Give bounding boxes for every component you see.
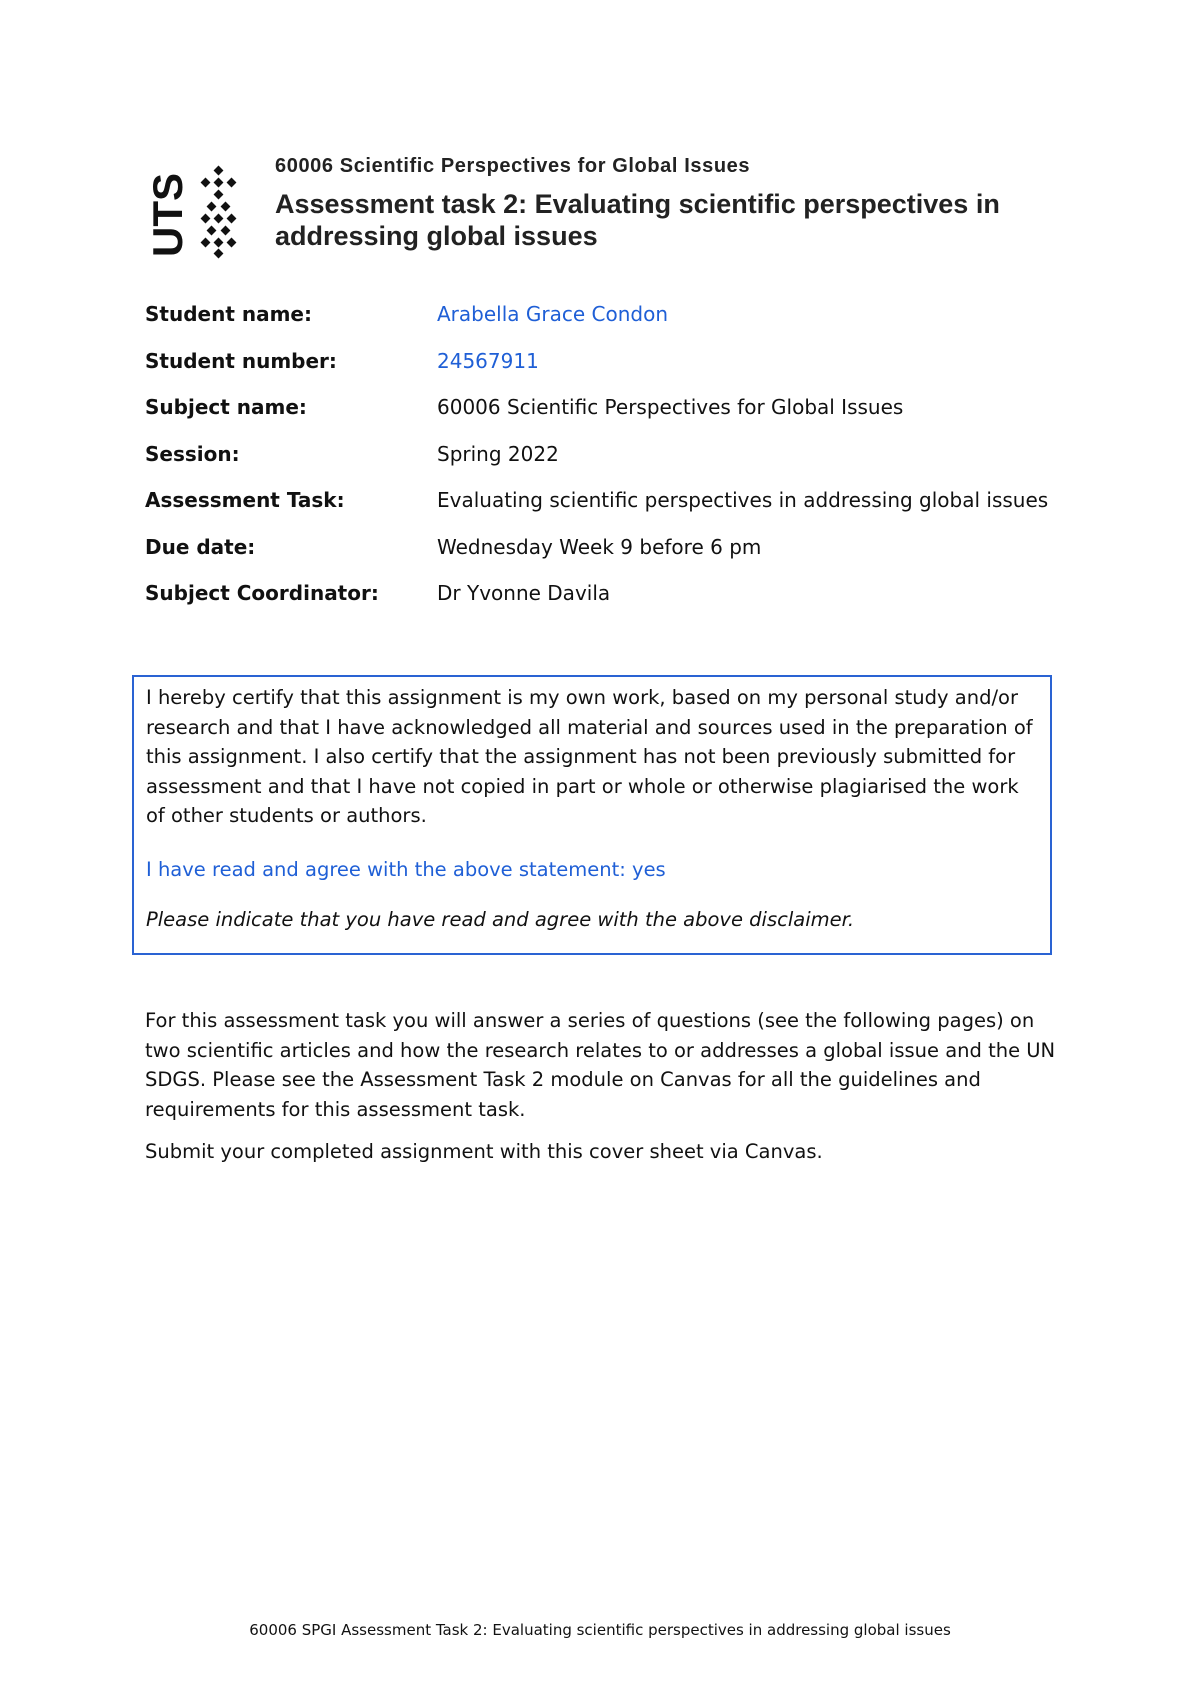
course-code-heading: 60006 Scientific Perspectives for Global Issues xyxy=(275,155,751,177)
detail-label: Subject name: xyxy=(145,395,307,419)
assessment-title: Assessment task 2: Evaluating scientific perspectives in addressing global issues xyxy=(275,189,1000,251)
detail-value-assessment-task: Evaluating scientific perspectives in addressing global issues xyxy=(437,488,1049,512)
uts-logo-text: UTS xyxy=(144,173,191,257)
task-description: For this assessment task you will answer a series of questions (see the following pages) on two scientific articles and how the research relates to or addresses a global issue and the UN SDGS. Please see the Assessment Task 2 module on Canvas for all the guidelines and requirements for this assessment task. xyxy=(145,1009,1056,1121)
detail-value-student-number: 24567911 xyxy=(437,348,539,373)
detail-row-assessment-task xyxy=(145,488,1085,535)
detail-row-subject-coordinator xyxy=(145,581,1085,628)
detail-value-student-name: Arabella Grace Condon xyxy=(437,302,669,326)
detail-label: Assessment Task: xyxy=(145,488,345,512)
detail-row-due-date xyxy=(145,535,1085,582)
detail-row-session xyxy=(145,442,1085,489)
detail-value-due-date: Wednesday Week 9 before 6 pm xyxy=(437,534,762,559)
detail-row-student-name xyxy=(145,302,1085,349)
detail-label: Student name: xyxy=(145,302,312,326)
agreement-instruction: Please indicate that you have read and agree with the above disclaimer. xyxy=(146,907,855,931)
agreement-statement: I have read and agree with the above statement: yes xyxy=(146,857,666,881)
uts-logo xyxy=(144,165,246,259)
detail-value-subject-coordinator: Dr Yvonne Davila xyxy=(437,581,611,605)
page-footer: 60006 SPGI Assessment Task 2: Evaluating scientific perspectives in addressing global issues xyxy=(249,1621,951,1639)
detail-label: Session: xyxy=(145,441,240,466)
detail-label: Due date: xyxy=(145,534,256,559)
detail-value-subject-name: 60006 Scientific Perspectives for Global Issues xyxy=(437,395,904,419)
certification-box xyxy=(132,675,1052,955)
detail-label: Subject Coordinator: xyxy=(145,581,379,605)
detail-row-subject-name xyxy=(145,395,1085,442)
submission-instruction: Submit your completed assignment with this cover sheet via Canvas. xyxy=(145,1140,823,1163)
certification-statement: I hereby certify that this assignment is my own work, based on my personal study and/or research and that I have acknowledged all material and sources used in the preparation of this assignment. I also certify that the assignment has not been previously submitted for assessment and that I have not copied in part or whole or otherwise plagiarised the work of other students or authors. xyxy=(146,686,1033,827)
detail-label: Student number: xyxy=(145,348,337,373)
student-details xyxy=(145,302,1085,628)
detail-row-student-number xyxy=(145,349,1085,396)
detail-value-session: Spring 2022 xyxy=(437,441,559,466)
